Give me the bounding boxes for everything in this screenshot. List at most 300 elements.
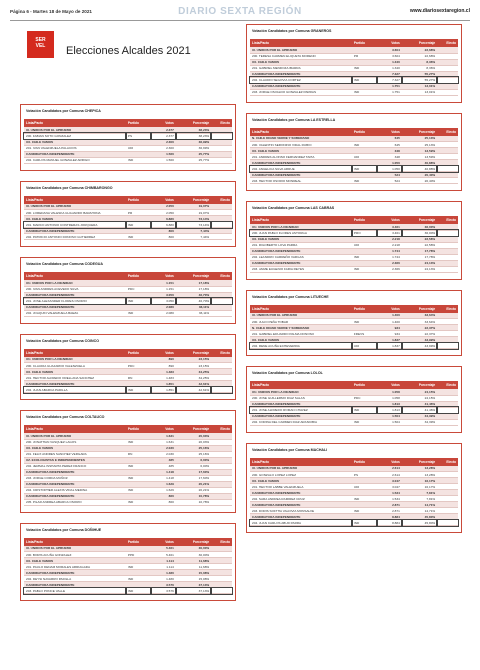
- commune-results-block: [246, 290, 462, 357]
- cell-party: IND: [352, 77, 377, 83]
- cell-votes: 2.614: [377, 472, 402, 478]
- table-header-row: [250, 39, 458, 47]
- cell-party: IND: [126, 439, 151, 445]
- cell-name: XI. UNIDOS POR EL APRUEBO: [250, 313, 352, 319]
- cell-percent: 24,13%: [402, 266, 437, 272]
- cell-party: IND: [126, 234, 151, 240]
- cell-votes: 1.114: [151, 564, 176, 570]
- cell-percent: 24,15%: [402, 395, 437, 401]
- cell-name: CANDIDATURA INDEPENDIENTE: [250, 514, 352, 520]
- cell-votes: 8.884: [377, 514, 402, 520]
- cell-percent: 17,18%: [176, 280, 211, 286]
- cell-votes: 1.851: [151, 387, 176, 393]
- cell-party: IND: [126, 387, 151, 393]
- cell-name: 200. GONZALO LOPEZ LOPEZ: [250, 472, 352, 478]
- cell-percent: 45,80%: [402, 514, 437, 520]
- cell-elected: [211, 588, 232, 594]
- cell-percent: 7,44%: [176, 228, 211, 234]
- cell-percent: 22,37%: [402, 331, 437, 337]
- column-header-elect: Electo: [211, 349, 232, 357]
- cell-party: UDI: [352, 242, 377, 248]
- cell-name: 200. JOSE GUILLERMO DIAZ SALAS: [250, 395, 352, 401]
- cell-votes: 1.534: [377, 490, 402, 496]
- results-table: [250, 305, 458, 350]
- cell-name: CANDIDATURA INDEPENDIENTE: [24, 481, 126, 487]
- cell-percent: 20,40%: [402, 178, 437, 184]
- cell-party: RN: [126, 451, 151, 457]
- cell-percent: 43,99%: [402, 337, 437, 343]
- column-header-list: Lista/Pacto: [250, 458, 352, 466]
- candidate-row: [24, 234, 232, 240]
- cell-elected: [211, 387, 232, 393]
- cell-percent: 25,77%: [176, 151, 211, 157]
- cell-votes: 1.504: [377, 413, 402, 419]
- cell-votes: 1.813: [377, 407, 402, 413]
- cell-party: UDI: [126, 145, 151, 151]
- cell-party: IND: [352, 266, 377, 272]
- cell-name: 201. HECTOR LABBE VALENZUELA: [250, 484, 352, 490]
- cell-percent: 42,61%: [176, 381, 211, 387]
- cell-percent: 40,88%: [402, 166, 437, 172]
- cell-votes: 524: [377, 178, 402, 184]
- commune-results-block: [20, 181, 236, 248]
- cell-name: 202. RENE ACUÑA ECHEVERRIA: [250, 343, 352, 349]
- right-column: [246, 24, 462, 543]
- cell-percent: 25,77%: [176, 157, 211, 163]
- cell-votes: 1.114: [151, 558, 176, 564]
- cell-elected: [211, 499, 232, 505]
- results-table: [24, 272, 232, 317]
- commune-results-block: [20, 334, 236, 401]
- cell-name: XX. CHILE VAMOS: [24, 139, 126, 145]
- cell-name: 203. HECTOR OSORIO MONREAL: [250, 178, 352, 184]
- cell-percent: 23,15%: [176, 363, 211, 369]
- cell-percent: 22,37%: [402, 325, 437, 331]
- column-header-elect: Electo: [211, 119, 232, 127]
- cell-name: 201. GABRIEL MENDOZA IBARRA: [250, 65, 352, 71]
- cell-votes: 3.047: [377, 478, 402, 484]
- cell-name: 204. JUAN CARLOS ABUD PARRA: [250, 520, 352, 526]
- column-header-elect: Electo: [437, 128, 458, 136]
- cell-name: XX. CHILE VAMOS: [24, 445, 126, 451]
- cell-votes: 1.340: [377, 65, 402, 71]
- cell-party: IND: [352, 65, 377, 71]
- cell-votes: 2.871: [377, 502, 402, 508]
- cell-elected: [211, 234, 232, 240]
- cell-party: IND: [352, 419, 377, 425]
- column-header-votes: Votos: [377, 128, 402, 136]
- cell-percent: 20,40%: [402, 172, 437, 178]
- cell-votes: 2.218: [377, 242, 402, 248]
- table-header-row: [250, 458, 458, 466]
- candidate-row: [24, 310, 232, 316]
- commune-results-block: [246, 366, 462, 433]
- column-header-party: Partido: [352, 458, 377, 466]
- cell-votes: 1.560: [151, 157, 176, 163]
- cell-name: 200. CLAUDIA GUAJARDO VALENZUELA: [24, 363, 126, 369]
- cell-votes: 860: [151, 493, 176, 499]
- cell-votes: 1.629: [151, 481, 176, 487]
- cell-name: CANDIDATURA INDEPENDIENTE: [24, 493, 126, 499]
- cell-name: 200. LOREDANA VALESKA GUAJARDO BARAHONA: [24, 210, 126, 216]
- column-header-votes: Votos: [151, 196, 176, 204]
- column-header-list: Lista/Pacto: [24, 119, 126, 127]
- candidate-row: [250, 419, 458, 425]
- cell-percent: 38,23%: [176, 127, 211, 133]
- cell-elected: [437, 178, 458, 184]
- cell-votes: 1.480: [151, 576, 176, 582]
- table-header-row: [24, 538, 232, 546]
- column-header-votes: Votos: [377, 305, 402, 313]
- column-header-list: Lista/Pacto: [250, 381, 352, 389]
- cell-name: CANDIDATURA INDEPENDIENTE: [250, 71, 352, 77]
- cell-votes: 1.751: [377, 89, 402, 95]
- commune-results-block: [246, 443, 462, 534]
- cell-votes: 2.300: [151, 139, 176, 145]
- cell-votes: 485: [151, 463, 176, 469]
- cell-percent: 36,00%: [402, 230, 437, 236]
- logo-text-top: SER: [35, 37, 46, 43]
- cell-name: XX. CHILE VAMOS: [250, 236, 352, 242]
- cell-name: 201. JOSE ALEXANDER FLORES OSORIO: [24, 298, 126, 304]
- commune-results-title: Votación Candidatos por Comuna LAS CABRAS: [252, 206, 335, 210]
- commune-results-title: Votación Candidatos por Comuna LOLOL: [252, 371, 323, 375]
- cell-votes: 485: [151, 457, 176, 463]
- cell-name: 202. ANGELICA SILVA ARRUE: [250, 166, 352, 172]
- commune-results-block: [246, 201, 462, 280]
- cell-votes: 7.327: [377, 71, 402, 77]
- cell-party: IND: [126, 298, 151, 304]
- column-header-pct: Porcentaje: [402, 39, 437, 47]
- cell-votes: 1.744: [377, 254, 402, 260]
- column-header-pct: Porcentaje: [176, 272, 211, 280]
- cell-elected: [437, 343, 458, 349]
- cell-name: XI. UNIDOS POR EL APRUEBO: [250, 466, 352, 472]
- cell-party: IND: [352, 178, 377, 184]
- cell-percent: 20,03%: [176, 433, 211, 439]
- cell-votes: 2.366: [377, 266, 402, 272]
- column-header-votes: Votos: [377, 39, 402, 47]
- column-header-votes: Votos: [377, 458, 402, 466]
- cell-votes: 2.377: [151, 127, 176, 133]
- cell-name: 201. MARCO ANTONIO CONTRERAS JORQUERA: [24, 222, 126, 228]
- cell-percent: 36,11%: [176, 304, 211, 310]
- cell-party: IND: [126, 475, 151, 481]
- cell-votes: 2.080: [151, 310, 176, 316]
- column-header-pct: Porcentaje: [402, 305, 437, 313]
- cell-party: IND: [352, 508, 377, 514]
- cell-votes: 6.880: [151, 222, 176, 228]
- cell-votes: 1.480: [151, 570, 176, 576]
- cell-votes: 2.080: [151, 304, 176, 310]
- cell-votes: 860: [151, 499, 176, 505]
- results-table: [250, 39, 458, 96]
- cell-name: XI. UNIDOS POR EL APRUEBO: [250, 47, 352, 53]
- column-header-list: Lista/Pacto: [250, 39, 352, 47]
- column-header-elect: Electo: [437, 216, 458, 224]
- cell-name: 200. JULIO PEÑA TOBAR: [250, 319, 352, 325]
- cell-percent: 17,60%: [176, 475, 211, 481]
- column-header-elect: Electo: [437, 381, 458, 389]
- cell-percent: 34,25%: [176, 375, 211, 381]
- cell-votes: 3.576: [151, 582, 176, 588]
- cell-percent: 14,71%: [402, 502, 437, 508]
- cell-votes: 3.461: [377, 224, 402, 230]
- cell-party: IND: [126, 499, 151, 505]
- column-header-party: Partido: [126, 119, 151, 127]
- cell-name: CANDIDATURA INDEPENDIENTE: [250, 413, 352, 419]
- cell-votes: 5.461: [151, 552, 176, 558]
- cell-party: IND: [352, 254, 377, 260]
- cell-party: IND: [352, 89, 377, 95]
- column-header-votes: Votos: [151, 119, 176, 127]
- cell-votes: 348: [377, 148, 402, 154]
- cell-name: 202. CLAUDIO SEGOVIA CORTEZ: [250, 77, 352, 83]
- results-table: [24, 119, 232, 164]
- cell-votes: 2.300: [151, 145, 176, 151]
- cell-name: N. CHILE DIGNO VERDE Y SOBERANO: [250, 136, 352, 142]
- cell-votes: 890: [151, 363, 176, 369]
- cell-name: CANDIDATURA INDEPENDIENTE: [250, 172, 352, 178]
- column-header-party: Partido: [352, 128, 377, 136]
- cell-votes: 2.871: [377, 508, 402, 514]
- cell-votes: 1.837: [377, 337, 402, 343]
- cell-party: IND: [352, 407, 377, 413]
- results-table: [24, 425, 232, 506]
- cell-votes: 2.050: [151, 204, 176, 210]
- cell-votes: 3.576: [151, 588, 176, 594]
- cell-percent: 17,18%: [176, 286, 211, 292]
- column-header-elect: Electo: [437, 39, 458, 47]
- cell-party: PR: [126, 210, 151, 216]
- commune-results-block: [20, 257, 236, 324]
- cell-name: XU. UNIDOS POR LA DIGNIDAD: [24, 280, 126, 286]
- elected-candidate-row: [250, 520, 458, 526]
- cell-percent: 24,15%: [402, 389, 437, 395]
- column-header-elect: Electo: [211, 425, 232, 433]
- cell-percent: 41,46%: [402, 407, 437, 413]
- commune-results-block: [20, 104, 236, 171]
- cell-votes: 1.813: [377, 401, 402, 407]
- cell-name: CANDIDATURA INDEPENDIENTE: [250, 160, 352, 166]
- cell-percent: 34,25%: [176, 369, 211, 375]
- cell-votes: 2.366: [377, 260, 402, 266]
- site-url[interactable]: www.diariosextaregion.cl: [409, 8, 470, 14]
- cell-votes: 2.377: [151, 133, 176, 139]
- page-header: [10, 5, 470, 17]
- cell-votes: 1.629: [151, 487, 176, 493]
- cell-percent: 41,46%: [402, 401, 437, 407]
- cell-party: RN: [126, 375, 151, 381]
- cell-party: IND: [126, 564, 151, 570]
- cell-party: IND: [352, 142, 377, 148]
- cell-percent: 25,16%: [176, 451, 211, 457]
- cell-party: IND: [352, 166, 377, 172]
- cell-name: 203. PABLO PONCE VALLE: [24, 588, 126, 594]
- column-header-party: Partido: [126, 349, 151, 357]
- page-title: Elecciones Alcaldes 2021: [66, 45, 191, 57]
- cell-percent: 34,39%: [402, 413, 437, 419]
- column-header-pct: Porcentaje: [402, 216, 437, 224]
- column-header-list: Lista/Pacto: [24, 538, 126, 546]
- cell-name: XI. UNIDOS POR EL APRUEBO: [24, 546, 126, 552]
- cell-name: XX. CHILE VAMOS: [24, 558, 126, 564]
- column-header-elect: Electo: [437, 458, 458, 466]
- column-header-elect: Electo: [211, 272, 232, 280]
- cell-percent: 6,00%: [176, 457, 211, 463]
- cell-votes: 934: [377, 331, 402, 337]
- candidate-row: [250, 178, 458, 184]
- cell-votes: 3.050: [151, 292, 176, 298]
- cell-name: XI. UNIDOS POR EL APRUEBO: [24, 127, 126, 133]
- commune-results-title: Votación Candidatos por Comuna COLTAUCO: [26, 415, 105, 419]
- cell-votes: 1.631: [151, 433, 176, 439]
- cell-votes: 1.050: [377, 166, 402, 172]
- cell-percent: 33,64%: [402, 319, 437, 325]
- column-header-list: Lista/Pacto: [24, 196, 126, 204]
- cell-votes: 3.604: [377, 47, 402, 53]
- cell-party: IND: [126, 157, 151, 163]
- cell-name: 202. JEMMAL ISSHARTA PEREZ FRANCO: [24, 463, 126, 469]
- cell-name: 201. PAULO DENAM MORALES ARRIAGADA: [24, 564, 126, 570]
- cell-votes: 1.751: [377, 83, 402, 89]
- table-header-row: [250, 216, 458, 224]
- cell-percent: 55,27%: [402, 77, 437, 83]
- cell-elected: [437, 89, 458, 95]
- cell-votes: 1.744: [377, 248, 402, 254]
- cell-votes: 1.837: [377, 343, 402, 349]
- cell-percent: 16,17%: [402, 478, 437, 484]
- cell-name: CANDIDATURA INDEPENDIENTE: [24, 151, 126, 157]
- cell-name: 201. RIGOBERTO LOVA PARRA: [250, 242, 352, 248]
- column-header-party: Partido: [126, 272, 151, 280]
- page-date: Página 6 - Martes 18 de Mayo de 2021: [10, 8, 92, 14]
- cell-percent: 8,36%: [402, 59, 437, 65]
- cell-percent: 13,01%: [402, 83, 437, 89]
- cell-votes: 1.400: [377, 313, 402, 319]
- commune-results-block: [246, 113, 462, 192]
- cell-party: IND: [352, 319, 377, 325]
- cell-votes: 3.047: [377, 484, 402, 490]
- cell-percent: 30,00%: [176, 546, 211, 552]
- column-header-pct: Porcentaje: [176, 425, 211, 433]
- cell-name: XU. UNIDOS POR LA DIGNIDAD: [24, 357, 126, 363]
- cell-name: 202. DEYSI NAVARRO PADILLA: [24, 576, 126, 582]
- cell-percent: 36,99%: [176, 139, 211, 145]
- cell-votes: 6.880: [151, 216, 176, 222]
- cell-percent: 13,28%: [402, 466, 437, 472]
- cell-votes: 1.504: [377, 419, 402, 425]
- cell-votes: 800: [151, 228, 176, 234]
- cell-name: XX. CHILE VAMOS: [250, 337, 352, 343]
- table-header-row: [24, 196, 232, 204]
- commune-results-title: Votación Candidatos por Comuna LA ESTRELLA: [252, 117, 336, 122]
- cell-name: 202. CARLOS MANUEL GONZALEZ ARRIGO: [24, 157, 126, 163]
- column-header-pct: Porcentaje: [402, 128, 437, 136]
- cell-percent: 42,61%: [176, 387, 211, 393]
- cell-name: 200. JUAN PABLO FLORES ASTORGA: [250, 230, 352, 236]
- cell-name: 200. BORIS ACUÑA GONZALEZ: [24, 552, 126, 558]
- cell-party: PDC: [126, 363, 151, 369]
- cell-name: CANDIDATURA INDEPENDIENTE: [24, 228, 126, 234]
- cell-party: FREVS: [352, 331, 377, 337]
- cell-name: XX. CHILE VAMOS: [250, 148, 352, 154]
- cell-name: 202. LEANDRO CARREÑO VARGAS: [250, 254, 352, 260]
- column-header-party: Partido: [126, 538, 151, 546]
- cell-name: 201. FELIX ANDRES SANCHEZ VERGARA: [24, 451, 126, 457]
- column-header-pct: Porcentaje: [176, 538, 211, 546]
- cell-party: IND: [126, 487, 151, 493]
- column-header-votes: Votos: [377, 381, 402, 389]
- candidate-row: [24, 157, 232, 163]
- cell-party: IND: [352, 496, 377, 502]
- column-header-elect: Electo: [211, 196, 232, 204]
- cell-name: CANDIDATURA INDEPENDIENTE: [250, 502, 352, 508]
- table-header-row: [24, 425, 232, 433]
- cell-percent: 45,80%: [402, 520, 437, 526]
- cell-name: CANDIDATURA INDEPENDIENTE: [24, 582, 126, 588]
- cell-percent: 7,44%: [176, 234, 211, 240]
- cell-percent: 19,07%: [176, 210, 211, 216]
- cell-name: 200. IVAN ANDRES ACEVEDO SILVA: [24, 286, 126, 292]
- cell-party: UDI: [352, 154, 377, 160]
- commune-results-title: Votación Candidatos por Comuna CHIMBARONGO: [26, 185, 113, 190]
- cell-votes: 1.050: [377, 160, 402, 166]
- cell-name: CANDIDATURA INDEPENDIENTE: [24, 304, 126, 310]
- cell-votes: 8.884: [377, 520, 402, 526]
- cell-name: 202. PATRICIO ANTONIO DONOSO GUTIERREZ: [24, 234, 126, 240]
- cell-votes: 934: [377, 325, 402, 331]
- column-header-party: Partido: [126, 425, 151, 433]
- cell-votes: 645: [377, 136, 402, 142]
- cell-votes: 1.151: [151, 286, 176, 292]
- results-table: [250, 128, 458, 185]
- cell-name: XI. UNIDOS POR EL APRUEBO: [24, 433, 126, 439]
- column-header-list: Lista/Pacto: [24, 425, 126, 433]
- cell-percent: 20,21%: [176, 481, 211, 487]
- cell-percent: 7,81%: [402, 490, 437, 496]
- candidate-row: [250, 89, 458, 95]
- cell-percent: 11,68%: [176, 558, 211, 564]
- cell-percent: 46,70%: [176, 292, 211, 298]
- results-table: [250, 458, 458, 527]
- cell-percent: 23,15%: [176, 357, 211, 363]
- results-table: [24, 538, 232, 595]
- column-header-party: Partido: [352, 305, 377, 313]
- cell-elected: [437, 419, 458, 425]
- cell-votes: 3.604: [377, 53, 402, 59]
- cell-party: IND: [352, 520, 377, 526]
- cell-name: CANDIDATURA INDEPENDIENTE: [250, 401, 352, 407]
- cell-name: CANDIDATURA INDEPENDIENTE: [250, 490, 352, 496]
- cell-party: IND: [126, 463, 151, 469]
- cell-percent: 17,60%: [176, 469, 211, 475]
- cell-name: 201. JOSE ALFREDO ROMAN CHAVEZ: [250, 407, 352, 413]
- column-header-pct: Porcentaje: [176, 119, 211, 127]
- table-header-row: [250, 305, 458, 313]
- cell-name: 202. JUAN ABARCA PADILLA: [24, 387, 126, 393]
- cell-party: PS: [126, 133, 151, 139]
- cell-votes: 1.418: [151, 469, 176, 475]
- commune-results-title: Votación Candidatos por Comuna DOÑIHUE: [26, 527, 102, 532]
- column-header-elect: Electo: [211, 538, 232, 546]
- cell-percent: 10,78%: [176, 499, 211, 505]
- cell-votes: 1.534: [377, 496, 402, 502]
- commune-results-title: Votación Candidatos por Comuna CHEPICA: [26, 109, 101, 113]
- table-header-row: [250, 128, 458, 136]
- cell-party: UDI: [352, 343, 377, 349]
- table-header-row: [24, 349, 232, 357]
